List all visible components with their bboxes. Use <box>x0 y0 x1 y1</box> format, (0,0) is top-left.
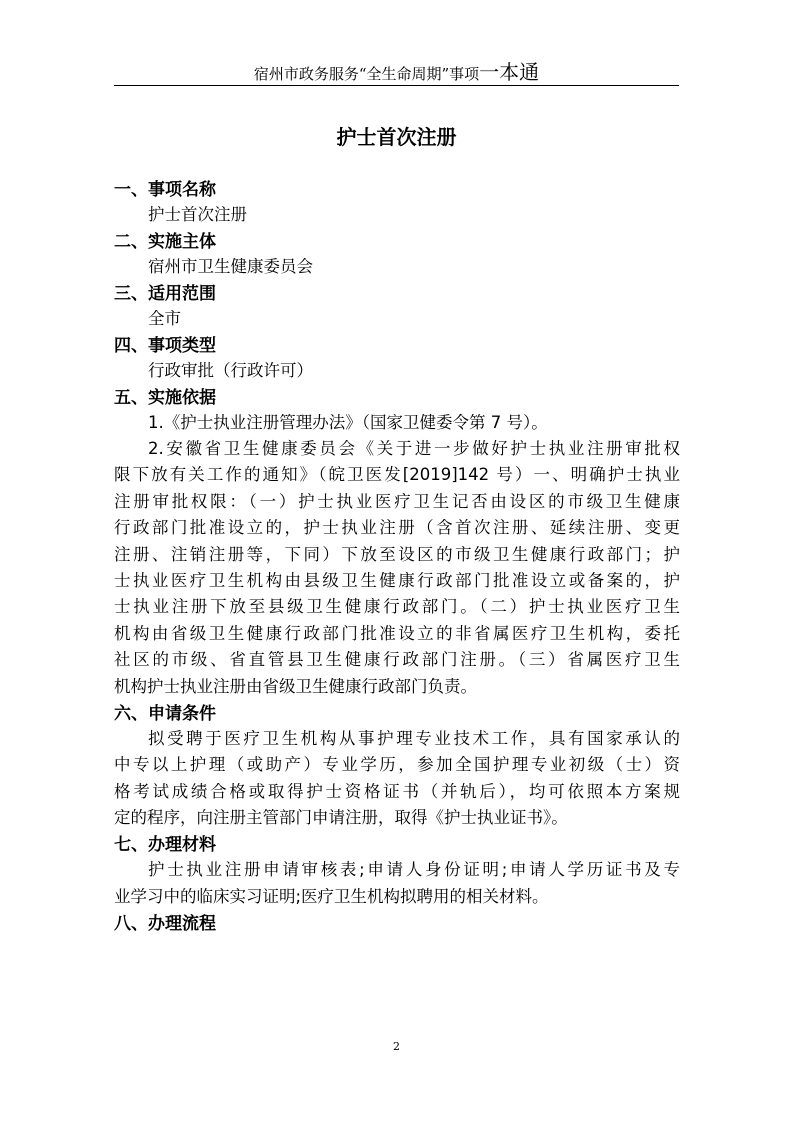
conditions-paragraph <box>114 726 680 832</box>
paragraph-line: 中专以上护理（或助产）专业学历，参加全国护理专业初级（士）资 <box>114 755 680 775</box>
section-heading: 六、申请条件 <box>114 703 216 724</box>
paragraph-line: 社区的市级、省直管县卫生健康行政部门注册。（三）省属医疗卫生 <box>114 650 680 670</box>
paragraph-line: 2.安徽省卫生健康委员会《关于进一步做好护士执业注册审批权 <box>148 439 680 458</box>
paragraph-line: 注册审批权限：（一）护士执业医疗卫生记否由设区的市级卫生健康 <box>114 491 680 511</box>
paragraph-line: 士执业注册下放至县级卫生健康行政部门。（二）护士执业医疗卫生 <box>114 597 680 617</box>
paragraph-line: 注册、注销注册等，下同）下放至设区的市级卫生健康行政部门；护 <box>114 544 680 564</box>
paragraph-line: 业学习中的临床实习证明;医疗卫生机构拟聘用的相关材料。 <box>114 886 549 906</box>
header-text-large: 一本通 <box>479 60 540 84</box>
section-heading: 五、实施依据 <box>114 388 216 408</box>
section-heading: 八、办理流程 <box>114 914 216 935</box>
paragraph-line: 行政部门批准设立的，护士执业注册（含首次注册、延续注册、变更 <box>114 518 680 538</box>
section-heading: 七、办理材料 <box>114 835 216 856</box>
section-heading: 一、事项名称 <box>114 180 216 200</box>
materials-paragraph <box>114 857 680 910</box>
document-body <box>114 176 680 936</box>
page-title: 护士首次注册 <box>336 125 457 149</box>
paragraph-line: 定的程序，向注册主管部门申请注册，取得《护士执业证书》。 <box>114 808 568 828</box>
paragraph-line: 拟受聘于医疗卫生机构从事护理专业技术工作，具有国家承认的 <box>148 728 680 748</box>
basis-item-2 <box>114 436 680 700</box>
paragraph-line: 机构护士执业注册由省级卫生健康行政部门负责。 <box>114 676 477 696</box>
section-content: 宿州市卫生健康委员会 <box>148 257 313 276</box>
section-heading: 三、适用范围 <box>114 284 216 304</box>
page-header <box>0 62 793 84</box>
header-rule <box>114 85 679 86</box>
paragraph-line: 机构由省级卫生健康行政部门批准设立的非省属医疗卫生机构，委托 <box>114 623 680 643</box>
section-content: 全市 <box>148 309 181 328</box>
section-content: 护士首次注册 <box>148 205 247 224</box>
paragraph-line: 护士执业注册申请审核表;申请人身份证明;申请人学历证书及专 <box>148 860 680 880</box>
section-content: 行政审批（行政许可） <box>148 361 313 380</box>
basis-item-1: 1.《护士执业注册管理办法》（国家卫健委令第 7 号）。 <box>148 413 548 432</box>
paragraph-line: 士执业医疗卫生机构由县级卫生健康行政部门批准设立或备案的，护 <box>114 570 680 590</box>
header-text: 宿州市政务服务“全生命周期”事项 <box>253 65 480 83</box>
paragraph-line: 限下放有关工作的通知》（皖卫医发[2019]142 号）一、明确护士执业 <box>114 465 680 485</box>
page-number: 2 <box>393 1040 400 1053</box>
section-heading: 四、事项类型 <box>114 336 216 356</box>
section-heading: 二、实施主体 <box>114 232 216 252</box>
paragraph-line: 格考试成绩合格或取得护士资格证书（并轨后），均可依照本方案规 <box>114 781 680 801</box>
